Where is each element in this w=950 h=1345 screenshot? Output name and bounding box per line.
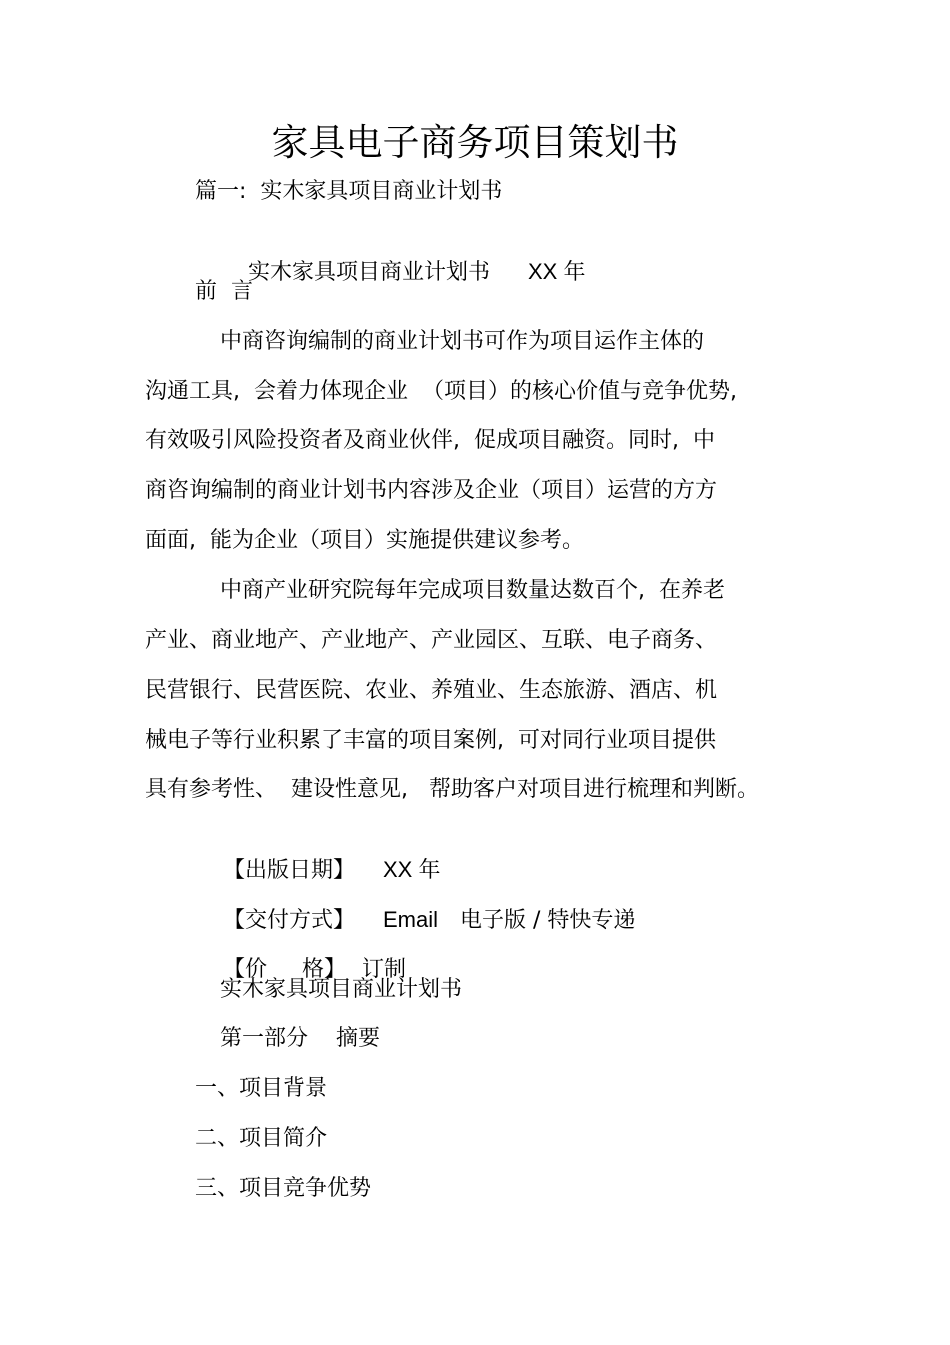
paragraph-line: 产业、商业地产、产业地产、产业园区、互联、电子商务、 xyxy=(145,628,718,653)
delivery-label: 【交付方式】 xyxy=(222,908,355,933)
paragraph-line: 中商咨询编制的商业计划书可作为项目运作主体的 xyxy=(220,329,705,354)
preface-heading: 前 言 xyxy=(195,279,253,304)
price-value: 订制 xyxy=(361,957,406,982)
paragraph-line: 沟通工具, 会着力体现企业 （项目）的核心价值与竞争优势, xyxy=(145,379,737,404)
subtitle-year: XX 年 xyxy=(528,259,586,284)
publish-date-label: 【出版日期】 xyxy=(222,858,355,883)
paragraph-line: 面面, 能为企业（项目）实施提供建议参考。 xyxy=(145,528,584,553)
paragraph-line: 中商产业研究院每年完成项目数量达数百个, 在养老 xyxy=(220,578,725,603)
chapter-heading: 篇一: 实木家具项目商业计划书 xyxy=(195,179,503,204)
toc-item: 三、项目竞争优势 xyxy=(195,1176,372,1201)
document-title: 家具电子商务项目策划书 xyxy=(271,121,679,164)
part-heading: 第一部分 摘要 xyxy=(220,1026,380,1051)
paragraph-line: 民营银行、民营医院、农业、养殖业、生态旅游、酒店、机 xyxy=(145,678,718,703)
toc-item: 二、项目简介 xyxy=(195,1126,328,1151)
paragraph-line: 械电子等行业积累了丰富的项目案例, 可对同行业项目提供 xyxy=(145,728,716,753)
toc-item: 一、项目背景 xyxy=(195,1076,328,1101)
publish-date-value: XX 年 xyxy=(383,857,441,882)
paragraph-line: 商咨询编制的商业计划书内容涉及企业（项目）运营的方方 xyxy=(145,478,718,503)
paragraph-line: 有效吸引风险投资者及商业伙伴, 促成项目融资。同时, 中 xyxy=(145,428,715,453)
delivery-email: Email xyxy=(383,907,439,932)
subtitle-name: 实木家具项目商业计划书 xyxy=(247,260,490,285)
price-label: 【价 格】 xyxy=(222,957,346,982)
paragraph-line: 具有参考性、 建设性意见, 帮助客户对项目进行梳理和判断。 xyxy=(145,777,759,802)
delivery-value: 电子版 / 特快专递 xyxy=(460,908,636,933)
subtitle-line xyxy=(220,227,585,318)
plan-name: 实木家具项目商业计划书 xyxy=(220,977,463,1002)
